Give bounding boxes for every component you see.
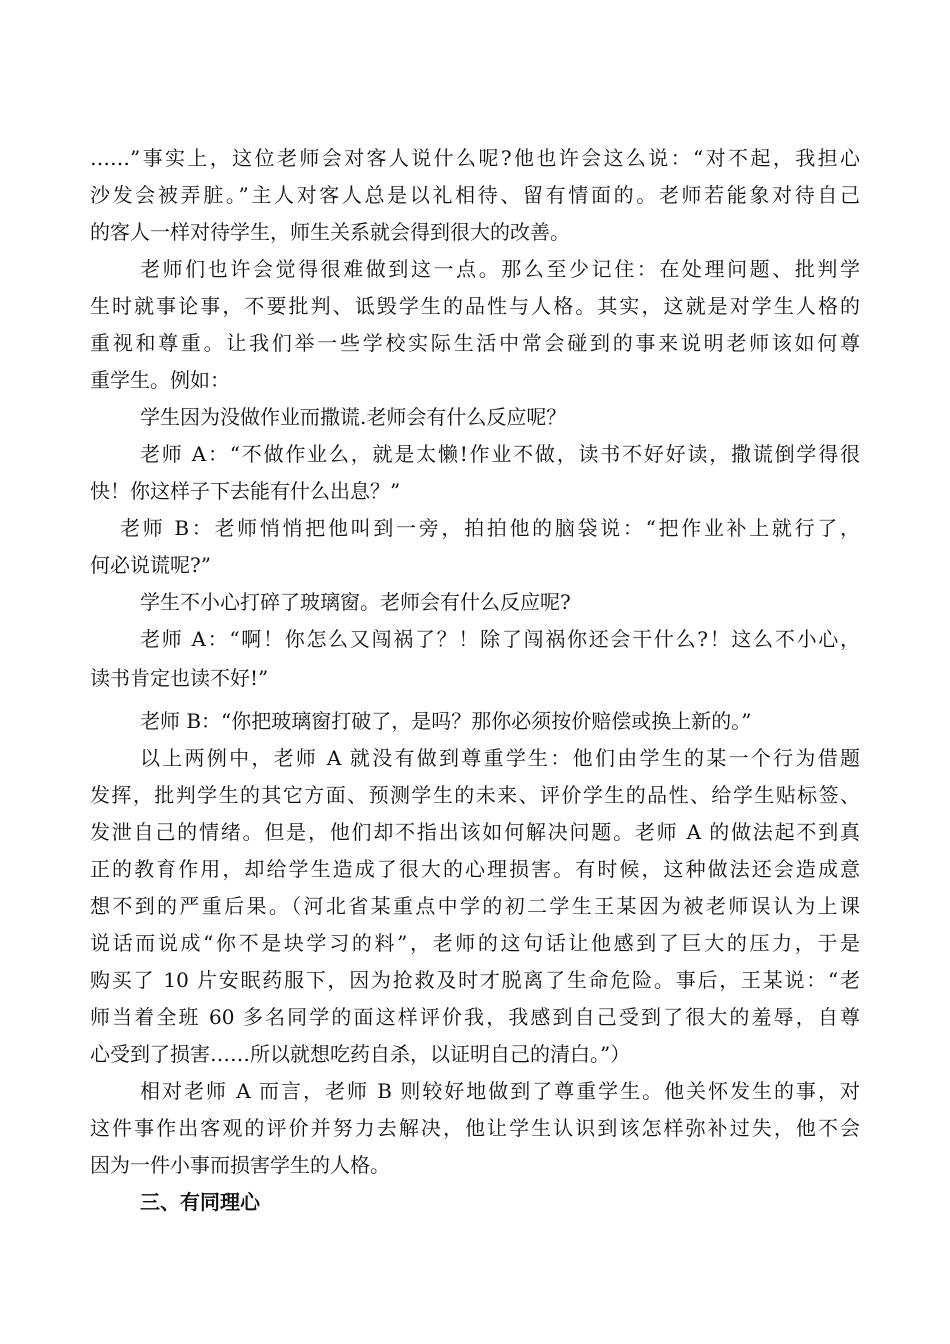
text-line: 读书肯定也读不好!” [90,666,269,690]
text-line: 老师 B：“你把玻璃窗打破了，是吗？那你必须按价赔偿或换上新的。” [140,709,752,733]
text-line: 想不到的严重后果。（河北省某重点中学的初二学生王某因为被老师误认为上课 [90,894,860,918]
text-line: 老师 A：“不做作业么，就是太懒!作业不做，读书不好好读，撒谎倒学得很 [140,442,860,466]
text-line: 发挥，批判学生的其它方面、预测学生的未来、评价学生的品性、给学生贴标签、 [90,783,860,807]
text-line: 这件事作出客观的评价并努力去解决，他让学生认识到该怎样弥补过失，他不会 [90,1116,860,1140]
text-line: 以上两例中，老师 A 就没有做到尊重学生：他们由学生的某一个行为借题 [140,746,860,770]
text-line: 相对老师 A 而言，老师 B 则较好地做到了尊重学生。他关怀发生的事，对 [140,1079,860,1103]
text-line: 购买了 10 片安眠药服下，因为抢救及时才脱离了生命危险。事后，王某说：“老 [90,968,860,992]
text-line: 重学生。例如： [90,368,230,392]
text-line: 因为一件小事而损害学生的人格。 [90,1153,390,1177]
text-line: 心受到了损害……所以就想吃药自杀，以证明自己的清白。”） [90,1042,631,1066]
text-line: 快！你这样子下去能有什么出息？” [90,479,401,503]
text-line: 老师 A：“啊！你怎么又闯祸了？！除了闯祸你还会干什么?！这么不小心， [140,627,860,651]
text-line: 学生因为没做作业而撒谎.老师会有什么反应呢？ [140,405,567,429]
text-line: 正的教育作用，却给学生造成了很大的心理损害。有时候，这种做法还会造成意 [90,857,860,881]
text-line: 沙发会被弄脏。”主人对客人总是以礼相待、留有情面的。老师若能象对待自己 [90,183,860,207]
text-line: 重视和尊重。让我们举一些学校实际生活中常会碰到的事来说明老师该如何尊 [90,331,860,355]
text-line: 师当着全班 60 多名同学的面这样评价我，我感到自己受到了很大的羞辱，自尊 [90,1005,860,1029]
text-line: 发泄自己的情绪。但是，他们却不指出该如何解决问题。老师 A 的做法起不到真 [90,820,860,844]
text-line: 何必说谎呢?” [90,553,211,577]
text-line: 老师 B：老师悄悄把他叫到一旁，拍拍他的脑袋说：“把作业补上就行了， [120,516,860,540]
text-line: 学生不小心打碎了玻璃窗。老师会有什么反应呢? [140,590,571,614]
section-heading: 三、有同理心 [140,1190,260,1214]
text-line: 的客人一样对待学生，师生关系就会得到很大的改善。 [90,220,570,244]
text-line: ……”事实上，这位老师会对客人说什么呢?他也许会这么说：“对不起，我担心 [90,146,860,170]
text-line: 老师们也许会觉得很难做到这一点。那么至少记住：在处理问题、批判学 [140,257,860,281]
text-line: 生时就事论事，不要批判、诋毁学生的品性与人格。其实，这就是对学生人格的 [90,294,860,318]
text-line: 说话而说成“你不是块学习的料”，老师的这句话让他感到了巨大的压力，于是 [90,931,860,955]
